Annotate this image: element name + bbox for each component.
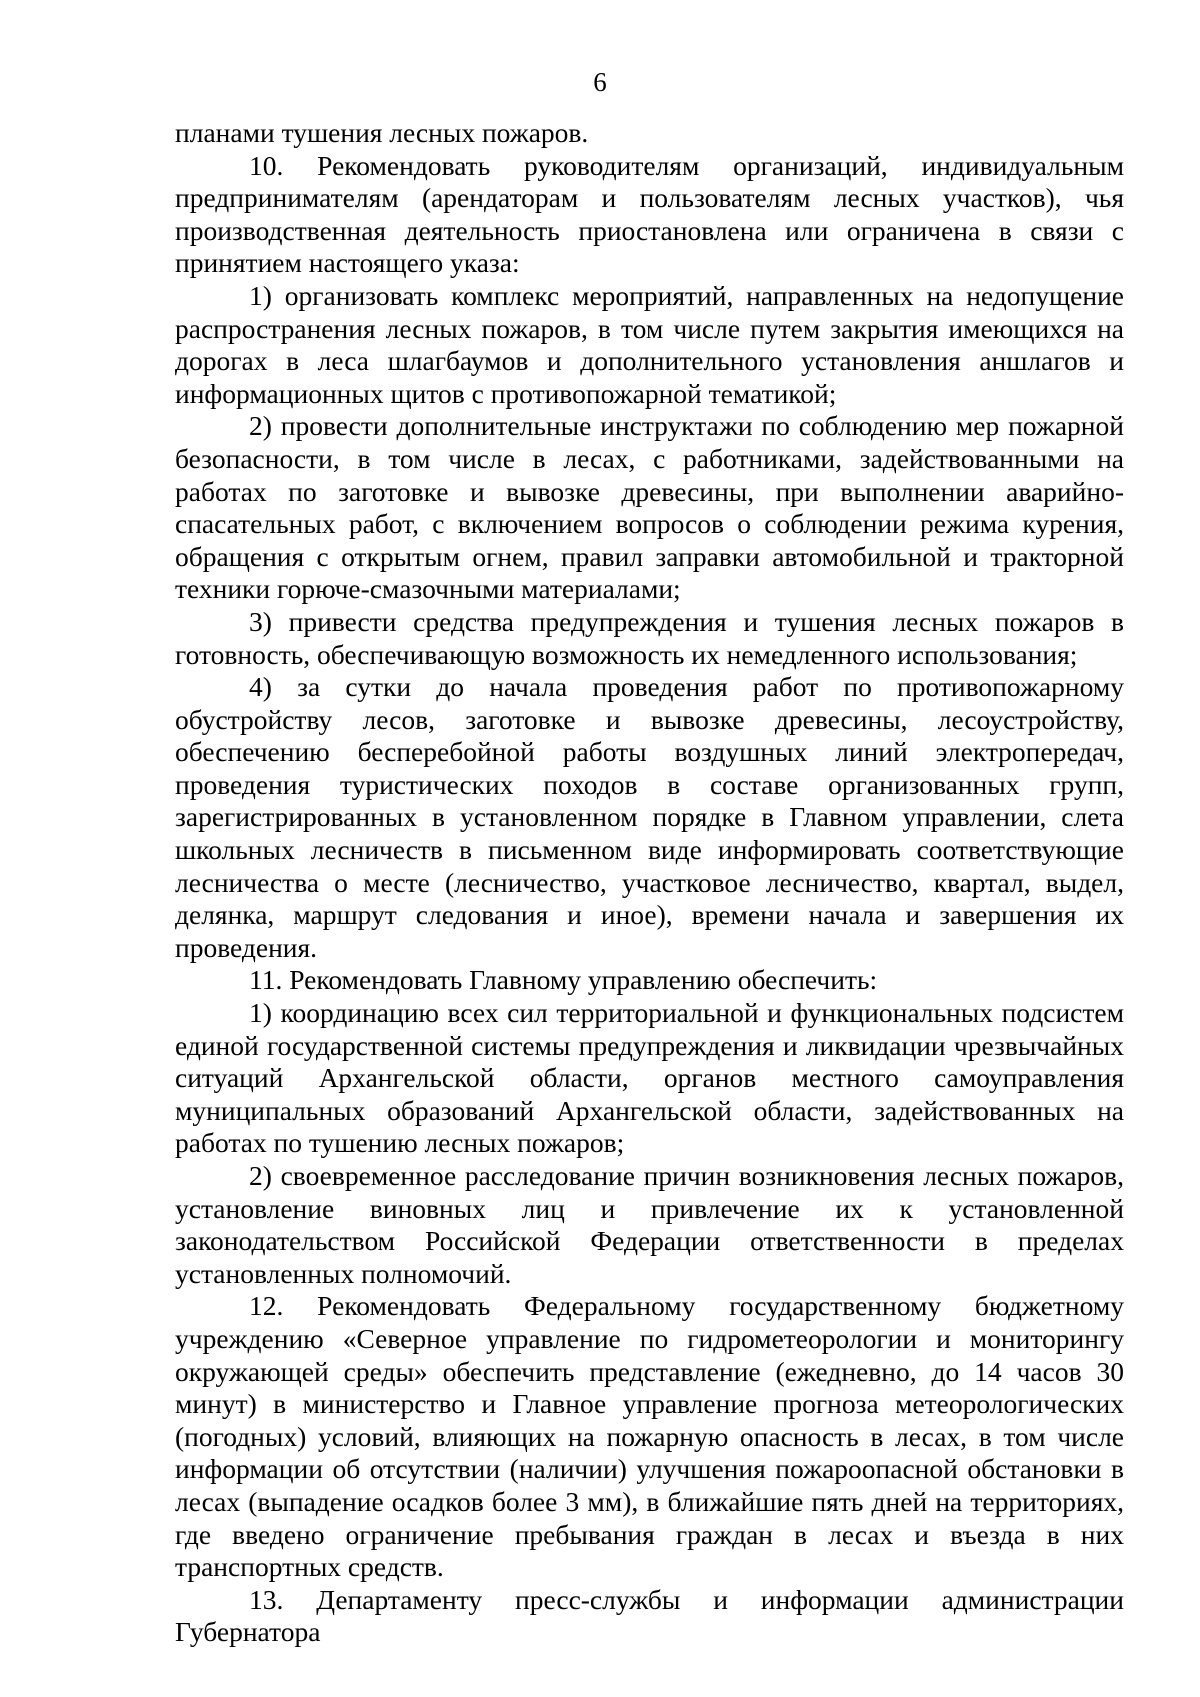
paragraph: 1) организовать комплекс мероприятий, направленных на недопущение распространения лесных пожаров, в том числе путем закрытия имеющихся на дорогах в леса шлагбаумов и дополнительного установления аншлагов и информационных щитов с противопожарной тематикой; <box>175 279 1124 409</box>
paragraph: 11. Рекомендовать Главному управлению обеспечить: <box>249 964 878 996</box>
paragraph: 12. Рекомендовать Федеральному государственному бюджетному учреждению «Северное управление по гидрометеорологии и мониторингу окружающей среды» обеспечить представление (ежедневно, до 14 часов 30 минут) в министерство и Главное управление прогноза метеорологических (погодных) условий, влияющих на пожарную опасность в лесах, в том числе информации об отсутствии (наличии) улучшения пожароопасной обстановки в лесах (выпадение осадков более 3 мм), в ближайшие пять дней на территориях, где введено ограничение пребывания граждан в лесах и въезда в них транспортных средств. <box>175 1290 1124 1583</box>
paragraph: 2) своевременное расследование причин возникновения лесных пожаров, установление виновных лиц и привлечение их к установленной законодательством Российской Федерации ответственности в пределах установленных полномочий. <box>175 1160 1124 1289</box>
paragraph: 2) провести дополнительные инструктажи по соблюдению мер пожарной безопасности, в том числе в лесах, с работниками, задействованными на работах по заготовке и вывозке древесины, при выполнении аварийно-спасательных работ, с включением вопросов о соблюдении режима курения, обращения с открытым огнем, правил заправки автомобильной и тракторной техники горюче-смазочными материалами; <box>175 410 1124 605</box>
paragraph: 10. Рекомендовать руководителям организаций, индивидуальным предпринимателям (арендаторам и пользователям лесных участков), чья производственная деятельность приостановлена или ограничена в связи с принятием настоящего указа: <box>175 149 1124 279</box>
paragraph: 3) привести средства предупреждения и тушения лесных пожаров в готовность, обеспечивающую возможность их немедленного использования; <box>175 605 1124 670</box>
page-number: 6 <box>593 67 607 97</box>
document-body <box>175 117 1124 1649</box>
paragraph: 4) за сутки до начала проведения работ по противопожарному обустройству лесов, заготовке и вывозке древесины, лесоустройству, обеспечению бесперебойной работы воздушных линий электропередач, проведения туристических походов в составе организованных групп, зарегистрированных в установленном порядке в Главном управлении, слета школьных лесничеств в письменном виде информировать соответствующие лесничества о месте (лесничество, участковое лесничество, квартал, выдел, делянка, маршрут следования и иное), времени начала и завершения их проведения. <box>175 671 1124 963</box>
paragraph: планами тушения лесных пожаров. <box>175 117 589 148</box>
paragraph: 1) координацию всех сил территориальной и функциональных подсистем единой государственной системы предупреждения и ликвидации чрезвычайных ситуаций Архангельской области, органов местного самоуправления муниципальных образований Архангельской области, задействованных на работах по тушению лесных пожаров; <box>175 997 1124 1159</box>
paragraph: 13. Департаменту пресс-службы и информации администрации Губернатора <box>175 1583 1124 1648</box>
